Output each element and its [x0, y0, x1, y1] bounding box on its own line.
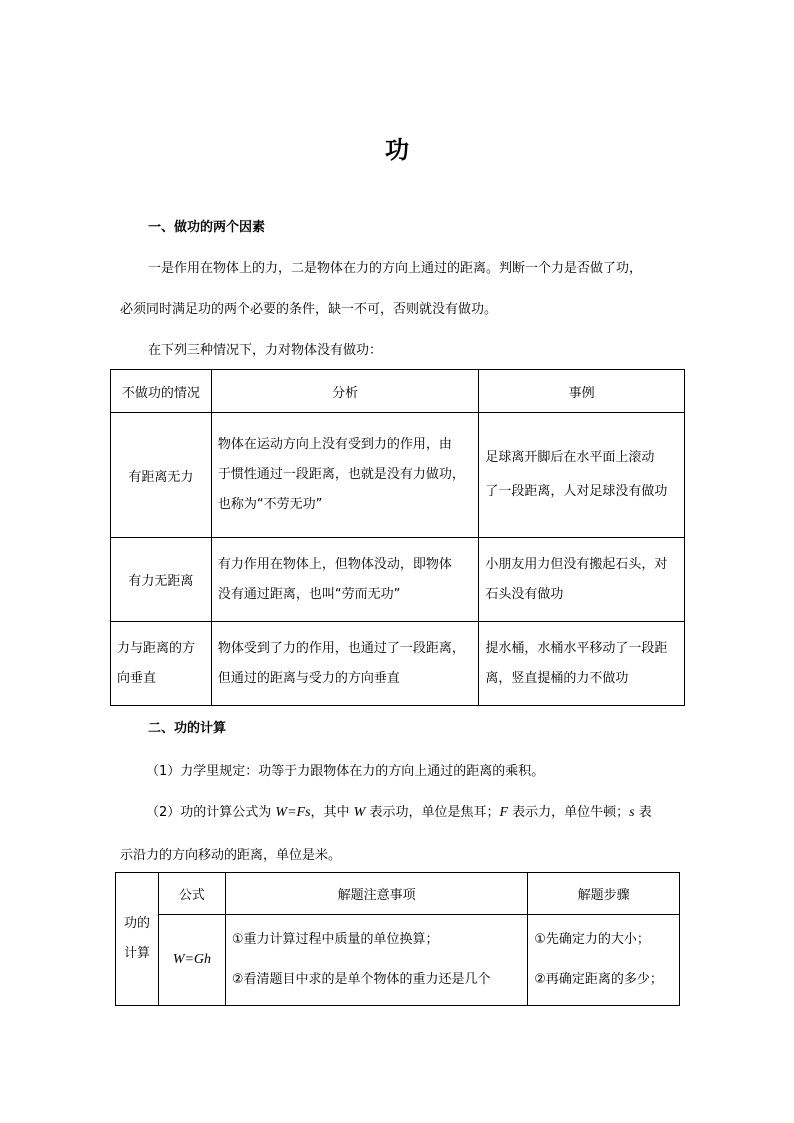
table-cell-example [479, 538, 685, 622]
text-run: 表 [634, 805, 652, 820]
cell-line: ①先确定力的大小； [534, 932, 650, 947]
table-row [111, 622, 685, 706]
cell-line: ②再确定距离的多少； [534, 972, 663, 987]
cell-line: 物体受到了力的作用，也通过了一段距离， [217, 640, 465, 656]
table-cell-formula [158, 915, 225, 1006]
text-run: 表示功，单位是焦耳； [365, 805, 500, 820]
section-heading-factors: 一、做功的两个因素 [148, 220, 266, 235]
table-cell-analysis [211, 622, 479, 706]
text-run: （2）功的计算公式为 [146, 805, 276, 820]
table-row [111, 538, 685, 622]
paragraph-line: 示沿力的方向移动的距离，单位是米。 [120, 848, 342, 863]
cell-line: 足球离开脚后在水平面上滚动 [485, 450, 655, 465]
cell-line: 离，竖直提桶的力不做功 [485, 670, 629, 686]
cell-line: 物体在运动方向上没有受到力的作用，由 [217, 437, 452, 452]
table-cell-analysis [211, 538, 479, 622]
cell-line: 计算 [123, 946, 150, 961]
symbol-text: W [353, 805, 366, 820]
cell-line: 但通过的距离与受力的方向垂直 [217, 670, 400, 686]
cell-line: ②看清题目中求的是单个物体的重力还是几个 [231, 972, 491, 987]
paragraph-line: 一是作用在物体上的力，二是物体在力的方向上通过的距离。判断一个力是否做了功， [148, 261, 643, 276]
table-header: 事例 [479, 370, 685, 413]
symbol-text: F [499, 805, 509, 820]
no-work-table [110, 369, 685, 706]
table-header: 公式 [158, 873, 225, 915]
table-row [116, 915, 680, 1006]
table-header: 解题步骤 [528, 873, 680, 915]
cell-line: 也称为“不劳无功” [217, 497, 323, 512]
table-cell-example [479, 622, 685, 706]
formula-text: W=Fs [275, 805, 311, 820]
table-header-row [116, 873, 680, 915]
cell-line: 功的 [123, 916, 150, 931]
page-title: 功 [385, 136, 409, 164]
table-header: 不做功的情况 [111, 370, 212, 413]
text-run: 表示力，单位牛顿； [508, 805, 630, 820]
paragraph-line-formula [146, 801, 652, 821]
paragraph-line: 在下列三种情况下，力对物体没有做功： [148, 343, 383, 358]
formula-text: W=Gh [172, 952, 212, 967]
symbol-text: s [629, 805, 635, 820]
cell-line: 于惯性通过一段距离，也就是没有力做功， [217, 467, 465, 482]
paragraph-line: 必须同时满足功的两个必要的条件，缺一不可，否则就没有做功。 [120, 302, 498, 317]
cell-line: 提水桶，水桶水平移动了一段距 [485, 640, 668, 656]
cell-line: 向垂直 [117, 670, 157, 686]
table-cell-case: 有距离无力 [111, 413, 212, 538]
text-run: ，其中 [310, 805, 354, 820]
table-header: 解题注意事项 [225, 873, 527, 915]
cell-line: 石头没有做功 [485, 586, 564, 602]
section-heading-calculation: 二、功的计算 [148, 721, 227, 736]
cell-line: 有力作用在物体上，但物体没动，即物体 [217, 556, 452, 572]
table-cell-notes [225, 915, 527, 1006]
table-cell-case [111, 622, 212, 706]
cell-line: 没有通过距离，也叫“劳而无功” [217, 586, 401, 602]
cell-line: ①重力计算过程中质量的单位换算； [231, 932, 439, 947]
cell-line: 小朋友用力但没有搬起石头，对 [485, 556, 668, 572]
table-header-row [111, 370, 685, 413]
cell-line: 力与距离的方 [117, 640, 196, 656]
table-cell-steps [528, 915, 680, 1006]
paragraph-line: （1）力学里规定：功等于力跟物体在力的方向上通过的距离的乘积。 [146, 764, 545, 779]
work-calculation-table [115, 872, 680, 1006]
table-header: 分析 [211, 370, 479, 413]
table-row-label [116, 873, 159, 1006]
table-cell-example [479, 413, 685, 538]
cell-line: 了一段距离，人对足球没有做功 [485, 484, 668, 499]
table-row [111, 413, 685, 538]
table-cell-analysis [211, 413, 479, 538]
table-cell-case: 有力无距离 [111, 538, 212, 622]
